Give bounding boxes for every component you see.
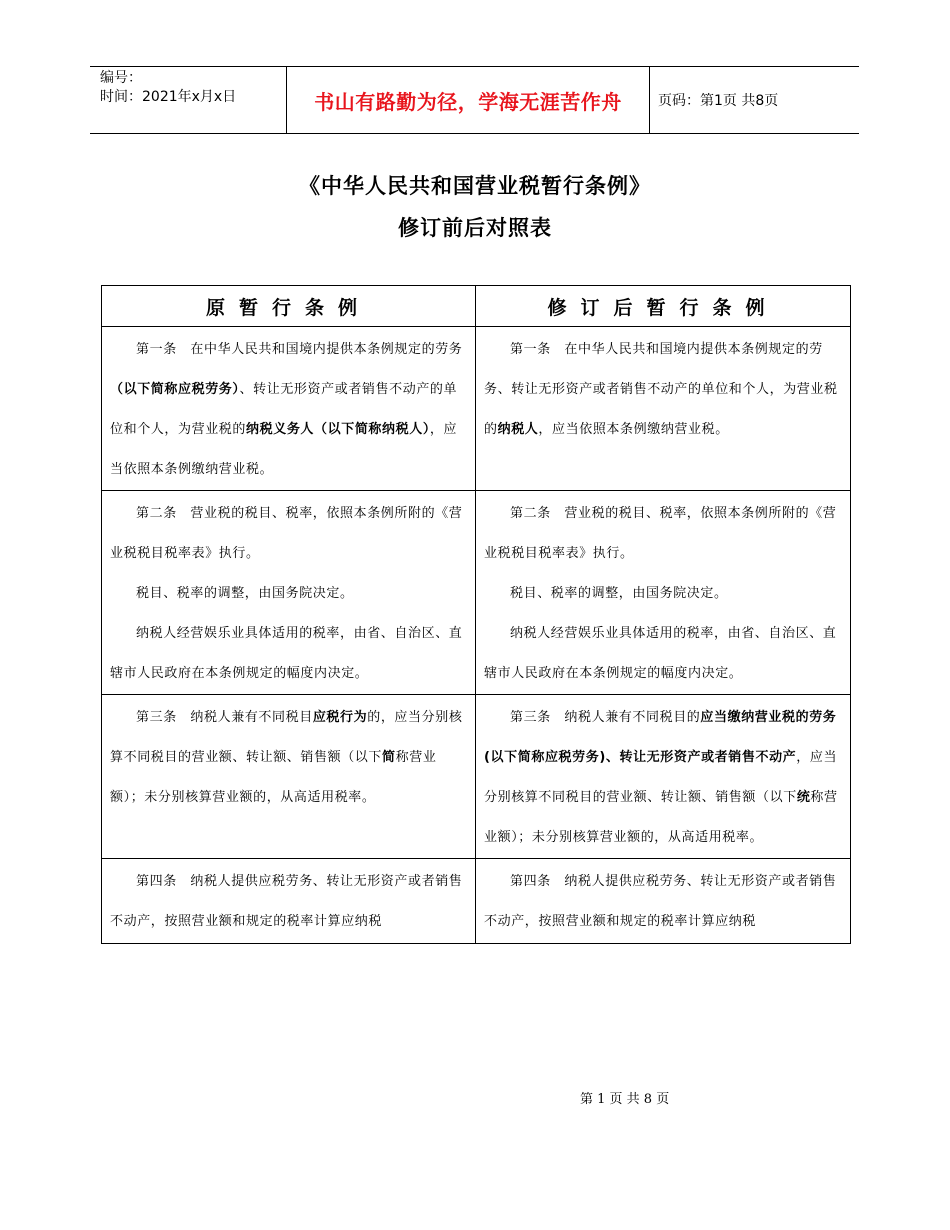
header-page-info: 页码：第1页 共8页 xyxy=(658,93,779,109)
table-header-row xyxy=(102,286,851,327)
new-article-3 xyxy=(476,695,851,859)
highlight: 应当缴纳营业税的劳务(以下简称应税劳务)、转让无形资产或者销售不动产 xyxy=(484,710,837,765)
text: 称营业额）；未分别核算营业额的，从高适用税率。 xyxy=(484,790,838,845)
header-meta xyxy=(100,69,236,107)
paragraph: 第四条 纳税人提供应税劳务、转让无形资产或者销售不动产，按照营业额和规定的税率计算应纳税 xyxy=(110,874,463,929)
new-article-2 xyxy=(476,491,851,695)
highlight: 统 xyxy=(796,790,811,805)
paragraph: 第二条 营业税的税目、税率，依照本条例所附的《营业税税目税率表》执行。 xyxy=(484,506,837,561)
text: ，应当依照本条例缴纳营业税。 xyxy=(538,422,729,437)
paragraph: 第四条 纳税人提供应税劳务、转让无形资产或者销售不动产，按照营业额和规定的税率计算应纳税 xyxy=(484,874,837,929)
highlight: 简 xyxy=(382,750,396,765)
column-header-new: 修订后暂行条例 xyxy=(476,286,851,327)
highlight: 纳税义务人（以下简称纳税人） xyxy=(246,422,430,437)
table-row xyxy=(102,859,851,944)
old-article-4 xyxy=(102,859,476,944)
text: 第一条 在中华人民共和国境内提供本条例规定的劳务 xyxy=(136,342,463,357)
document-title: 《中华人民共和国营业税暂行条例》 xyxy=(299,174,651,198)
paragraph: 纳税人经营娱乐业具体适用的税率，由省、自治区、直辖市人民政府在本条例规定的幅度内决定。 xyxy=(110,626,463,681)
highlight: （以下简称应税劳务） xyxy=(110,382,240,397)
number-label: 编号： xyxy=(100,70,142,86)
header-motto: 书山有路勤为径，学海无涯苦作舟 xyxy=(314,89,622,114)
footer-page-number: 第 1 页 共 8 页 xyxy=(580,1092,670,1107)
old-article-1 xyxy=(102,327,476,491)
text: 的，应当分别核算不同税目的营业额、转让额、销售额（以下 xyxy=(110,710,463,765)
header-divider xyxy=(649,67,650,133)
paragraph: 纳税人经营娱乐业具体适用的税率，由省、自治区、直辖市人民政府在本条例规定的幅度内决定。 xyxy=(484,626,837,681)
text: ，应当依照本条例缴纳营业税。 xyxy=(110,422,458,477)
new-article-4 xyxy=(476,859,851,944)
text: 第一条 在中华人民共和国境内提供本条例规定的劳务、转让无形资产或者销售不动产的单位和个人，为营业税的 xyxy=(484,342,838,437)
column-header-old: 原暂行条例 xyxy=(102,286,476,327)
highlight: 应税行为 xyxy=(312,710,368,725)
text: 、转让无形资产或者销售不动产的单位和个人，为营业税的 xyxy=(110,382,458,437)
time-label: 时间：2021年x月x日 xyxy=(100,89,237,105)
old-article-2 xyxy=(102,491,476,695)
table-row xyxy=(102,695,851,859)
text: ，应当分别核算不同税目的营业额、转让额、销售额（以下 xyxy=(484,750,838,805)
comparison-table xyxy=(101,285,851,944)
text: 第三条 纳税人兼有不同税目的 xyxy=(510,710,701,725)
page-header xyxy=(90,66,859,134)
old-article-3 xyxy=(102,695,476,859)
text: 第三条 纳税人兼有不同税目 xyxy=(136,710,313,725)
document-subtitle: 修订前后对照表 xyxy=(398,216,552,240)
paragraph: 税目、税率的调整，由国务院决定。 xyxy=(136,586,354,601)
table-row xyxy=(102,327,851,491)
new-article-1 xyxy=(476,327,851,491)
paragraph: 第二条 营业税的税目、税率，依照本条例所附的《营业税税目税率表》执行。 xyxy=(110,506,463,561)
table-row xyxy=(102,491,851,695)
paragraph: 税目、税率的调整，由国务院决定。 xyxy=(510,586,728,601)
highlight: 纳税人 xyxy=(497,422,539,437)
text: 称营业额）；未分别核算营业额的，从高适用税率。 xyxy=(110,750,437,805)
